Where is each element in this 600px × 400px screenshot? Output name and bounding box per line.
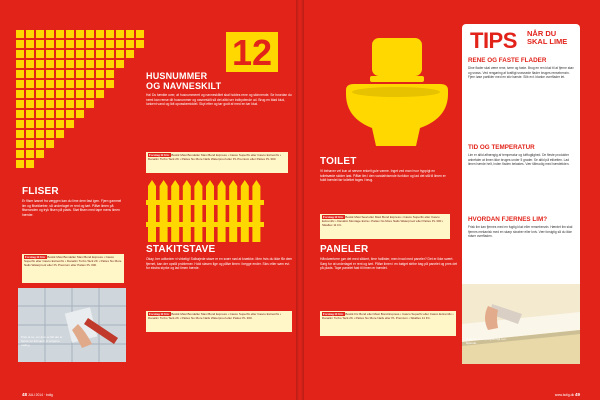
tile-square [46, 110, 54, 118]
tile-square [56, 50, 64, 58]
tile-square [36, 50, 44, 58]
stakit-note [146, 311, 292, 332]
tips-sub-line1: NÅR DU [527, 29, 557, 38]
tile-square [76, 110, 84, 118]
tips-t3: Frisk lim kan fjernes med en fugtig klud eller rensebenzin. Hærdet lim skal fjernes mekanisk med en skarp skraber eller kniv. Vær forsigtig så du ikke ridser overfladen. [468, 225, 573, 238]
fence-picket [241, 180, 249, 242]
fliser-photo [18, 288, 126, 362]
tile-square [86, 30, 94, 38]
tile-square [36, 40, 44, 48]
tile-square [36, 100, 44, 108]
page-number-left: 48 [22, 392, 28, 397]
fence-picket [218, 180, 226, 242]
tile-square [96, 80, 104, 88]
paneler-note-label: Forslag til lim: [323, 312, 344, 316]
tile-square [76, 100, 84, 108]
tile-square [86, 50, 94, 58]
tile-square [56, 110, 64, 118]
paneler-note [320, 311, 456, 336]
tile-square [86, 90, 94, 98]
folio-right-text: www.bolig.dk [554, 393, 575, 397]
tile-square [76, 40, 84, 48]
tile-square [106, 80, 114, 88]
tile-square [66, 100, 74, 108]
tile-square [86, 40, 94, 48]
tile-square [16, 60, 24, 68]
tips-h1: RENE OG FASTE FLADER [468, 57, 547, 64]
tile-square [46, 40, 54, 48]
toilet-body: Vi behøver vel kun at nævne enkelt gule varme. Inget ved man hvor hyppigt en toiletsæde sidder løst. Påfør lim i den vandafvisende funktion og lad det stå til limen er fuldt hærdet før toilettet tages i brug. [320, 169, 446, 183]
tile-square [46, 120, 54, 128]
tile-square [56, 70, 64, 78]
tile-square [16, 120, 24, 128]
page-gutter [296, 0, 304, 400]
tile-square [46, 80, 54, 88]
tile-square [26, 70, 34, 78]
tile-square [36, 70, 44, 78]
tile-square [46, 130, 54, 138]
tile-square [26, 50, 34, 58]
tile-square [26, 40, 34, 48]
tile-square [16, 140, 24, 148]
tile-square [96, 70, 104, 78]
toilet-note-text: Bostik Maxi Seal eller Maxi Bond Express • Casco Superfix eller Casco Extremfix • Danalim Montage Extra • Pattex No More Nails Waterproof eller Pattex PL 300 • Sikaflex 11 FC. [322, 215, 444, 228]
tile-square [56, 90, 64, 98]
tips-h3: HVORDAN FJERNES LIM? [468, 216, 548, 223]
tile-square [86, 100, 94, 108]
paneler-caption: Husk lim er et lysegrøn fejl i en fejlende. [466, 337, 506, 345]
tile-square [26, 30, 34, 38]
tile-square [96, 50, 104, 58]
tile-square [16, 70, 24, 78]
tips-sub-line2: SKAL LIME [527, 37, 568, 46]
badge-number: 12 [231, 32, 273, 72]
tile-square [116, 60, 124, 68]
toilet-note [320, 214, 450, 239]
paneler-body: Håndværkere gør det med sikkert, lime fodlister, men hvad med paneler? Det er ikke svært. Sørg for at underlaget er rent og tørt. Påfør limen i en bølget stribe bag på panelet og pres det på plads. Tape panelet fast til limen er hærdet. [320, 257, 458, 271]
tile-square [76, 30, 84, 38]
tips-h2: TID OG TEMPERATUR [468, 144, 535, 151]
fence-picket [252, 180, 260, 242]
tile-square [86, 60, 94, 68]
tile-square [16, 130, 24, 138]
tile-square [86, 70, 94, 78]
tile-square [76, 60, 84, 68]
fence-picket [148, 180, 156, 242]
tile-square [36, 130, 44, 138]
tips-heading: TIPS [470, 28, 517, 53]
tile-square [16, 160, 24, 168]
fliser-body: Er fliser løsnet fra væggen kan du lime dem fast igen. Fjern gammel lim og fliseklæber, så underlaget er rent og tørt. Påfør limen på fliseranden og tryk flisen på plads. Støt flisen med tape mens limen hærder. [22, 199, 122, 217]
tile-square [46, 140, 54, 148]
hus-note-label: Forslag til lim: [149, 153, 170, 157]
tile-square [36, 90, 44, 98]
fence-picket [206, 180, 214, 242]
tile-square [26, 60, 34, 68]
tile-square [26, 120, 34, 128]
tile-square [16, 150, 24, 158]
tile-square [106, 60, 114, 68]
tile-square [106, 40, 114, 48]
stakit-note-label: Forslag til lim: [149, 312, 170, 316]
paneler-note-text: Bostik Fix Bond eller Maxi Bond Express • Casco Superfix eller Casco Extremfix • Danalim Turbo Tack 2K • Pattex No More Nails eller PL Premium • Sikaflex 11 FC. [322, 312, 454, 321]
tile-square [106, 30, 114, 38]
tile-square [76, 80, 84, 88]
hus-body: Ha! Du tænkte over, at husnummeret og navneskiltet skal holdes rene og skinnende. Se hvordan du nemt kan rense dit husnummer og navneskilt så det altid ser indbydende ud. Brug en blød klud, lunkent vand og lidt opvaskemiddel. Skyl efter og tør godt af med en tør klud. [146, 93, 292, 107]
tile-square [126, 30, 134, 38]
tile-square [136, 30, 144, 38]
tile-square [16, 100, 24, 108]
tile-square [66, 120, 74, 128]
tile-square [96, 90, 104, 98]
tile-square [56, 120, 64, 128]
tile-square [46, 30, 54, 38]
page-number-right: 49 [574, 392, 580, 397]
tile-square [66, 110, 74, 118]
tile-square [56, 30, 64, 38]
tile-square [56, 40, 64, 48]
tile-square [16, 40, 24, 48]
tile-square [66, 30, 74, 38]
tile-square [26, 80, 34, 88]
hus-title-line1: HUSNUMMER [146, 71, 208, 81]
fliser-title: FLISER [22, 186, 59, 197]
fliser-note-label: Forslag til lim: [25, 255, 46, 259]
tile-square [36, 60, 44, 68]
fence-picket [183, 180, 191, 242]
tile-square [56, 130, 64, 138]
tile-square [16, 80, 24, 88]
paneler-photo [462, 284, 580, 364]
tile-square [66, 60, 74, 68]
hus-note-text: Bostik Maxi Bondeller Maxi Bond Express • Casco Superfix eller Casco Extremfix • Danalim Turbo Tack 2K • Pattex No More Nails Waterproof eller PL Premium eller Pattex PL 300. [148, 153, 281, 162]
tile-square [36, 110, 44, 118]
hus-title [146, 72, 221, 91]
tile-square [56, 60, 64, 68]
fence-picket [160, 180, 168, 242]
folio-left-text: JULI 2014 · bolig [27, 393, 53, 397]
tile-square [16, 90, 24, 98]
toilet-graphic [336, 34, 452, 150]
tile-square [46, 100, 54, 108]
tile-square [16, 110, 24, 118]
tile-square [26, 140, 34, 148]
tile-square [26, 110, 34, 118]
tile-square [36, 120, 44, 128]
tile-square [26, 100, 34, 108]
fence-picket [171, 180, 179, 242]
stakit-note-text: Bostik Maxi Bondeller Maxi Bond Express • Casco Superfix eller Casco Extremfix • Danalim Turbo Tack 2K • Pattex No More Nails Waterproof eller Pattex PL 300. [148, 312, 281, 321]
tile-square [66, 90, 74, 98]
tile-square [46, 60, 54, 68]
tile-square [76, 50, 84, 58]
tile-square [96, 60, 104, 68]
paneler-title: PANELER [320, 244, 369, 255]
tile-square [56, 80, 64, 88]
toilet-note-label: Forslag til lim: [323, 215, 344, 219]
tile-square [96, 40, 104, 48]
folio-right [555, 392, 580, 397]
tile-square [66, 40, 74, 48]
tile-square [136, 40, 144, 48]
tile-square [66, 80, 74, 88]
tile-square [26, 130, 34, 138]
tile-square [116, 30, 124, 38]
tile-square [76, 70, 84, 78]
tile-square [126, 40, 134, 48]
hus-title-line2: OG NAVNESKILT [146, 80, 222, 91]
tile-square [36, 80, 44, 88]
tile-square [16, 30, 24, 38]
fence-picket [229, 180, 237, 242]
hus-note [146, 152, 288, 173]
tile-square [26, 90, 34, 98]
tips-subheading [527, 30, 567, 46]
fliser-note [22, 254, 124, 283]
stakit-title: STAKITSTAVE [146, 244, 216, 255]
tile-square [36, 150, 44, 158]
number-badge [226, 32, 278, 72]
tips-t1: Dine flader skal være rene, tørre og faste. Brug en ren klud til at fjerne støv og snavs. Ved rengøring af kraftigt snavsede flader bruges rensebenzin. Fjern løse partikler med en stiv børste. Slib evt. blanke overflader let. [468, 66, 574, 79]
tile-square [46, 70, 54, 78]
stakit-body: Okay, her udfordrer vi virkelig! Solbøjede stave er en svær nød at knække. Men hvis du ikke får dem fjernet, kan der opstå problemer. Hold staven lige og påfør limen i begge ender. Skru eller søm evt. for ekstra styrke og lad limen hærde. [146, 257, 293, 271]
folio-left [22, 392, 53, 397]
tile-square [86, 80, 94, 88]
tile-square [66, 70, 74, 78]
picket-fence-graphic [146, 178, 264, 242]
tile-square [56, 100, 64, 108]
tile-square [66, 50, 74, 58]
tile-square [76, 90, 84, 98]
tile-square [46, 50, 54, 58]
tile-square [36, 140, 44, 148]
toilet-title: TOILET [320, 156, 357, 167]
tile-square [26, 160, 34, 168]
fliser-caption: Prøv at se, om dem er lidt der er behov for lidt vand, fx at fjerne maling. [21, 335, 63, 347]
tile-square [26, 150, 34, 158]
tile-square [116, 50, 124, 58]
tile-square [36, 30, 44, 38]
tips-t2: Lim er altid afhængig af temperatur og luftfugtighed. De fleste produkter anbefaler at limen ikke bruges under 5 grader. Se altid på etiketten. Lad limen hærde helt, inden fladen belastes. Vær tålmodig med hærdetiden. [468, 153, 570, 166]
tile-square [16, 50, 24, 58]
tile-square [106, 70, 114, 78]
tile-square [96, 30, 104, 38]
tile-square [116, 40, 124, 48]
fliser-note-text: Bostik Maxi Bondeller Maxi Bond Express • Casco Superfix eller Casco Extremfix • Danalim Turbo Tack 2K • Pattex No More Nails Waterproof eller PL Premium eller Pattex PL 300. [24, 255, 122, 268]
fence-picket [194, 180, 202, 242]
tile-square [46, 90, 54, 98]
tile-square [106, 50, 114, 58]
tile-square [126, 50, 134, 58]
